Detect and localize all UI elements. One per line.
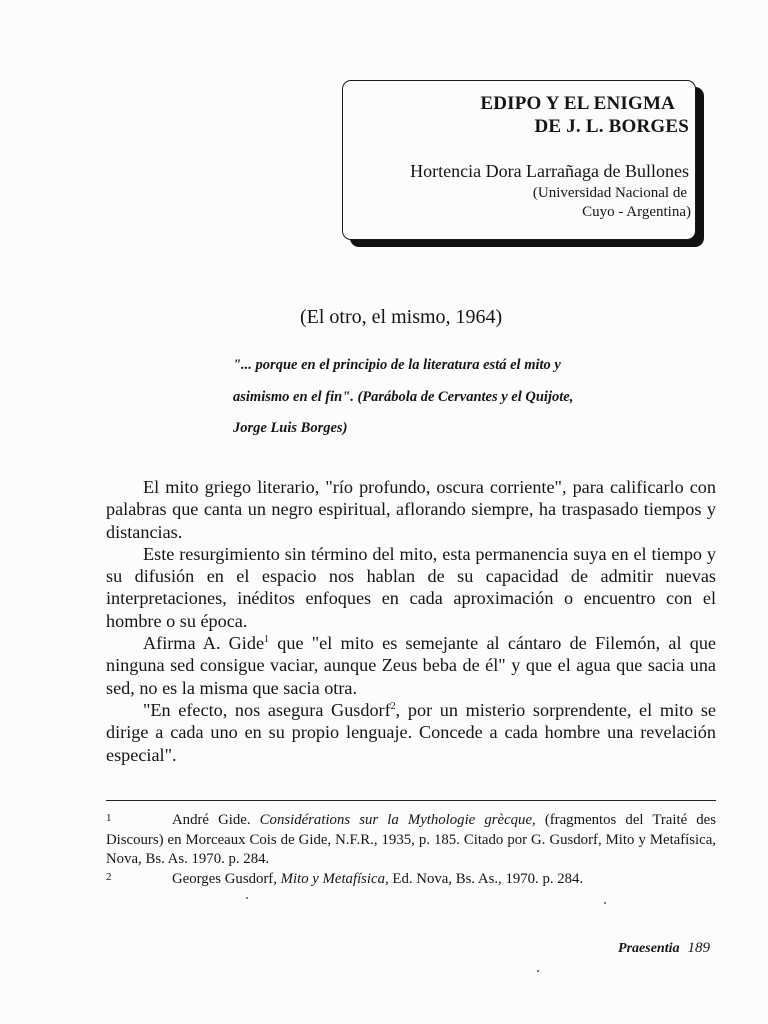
epigraph-line-3: Jorge Luis Borges) [233,420,348,436]
footnote-1-text-b: (fragmentos del Traité des Discours) en Morceaux Cois de Gide, N.F.R., 1935, p. 185. Citado por G. Gusdorf, Mito y Metafísica, Nova, Bs. As. 1970. p. 284. [106,812,716,867]
paragraph-2: Este resurgimiento sin término del mito, esta permanencia suya en el tiempo y su difusión en el espacio nos hablan de su capacidad de admitir nuevas interpretaciones, inéditos enfoques en cada aproximación o encuentro con el hombre o su época. [106,543,716,631]
footnote-1-body [106,811,716,870]
scan-speck [246,897,248,899]
body-text [106,476,716,766]
footnote-ref-2: 2 [390,700,396,712]
paragraph-4 [106,699,716,766]
journal-name: Praesentia [618,941,680,956]
epigraph-line-2: asimismo en el fin". (Parábola de Cervantes y el Quijote, [233,389,574,405]
page-number: 189 [687,940,710,956]
footnote-ref-1: 1 [264,634,270,646]
paragraph-3-text-a: Afirma A. Gide [143,633,265,654]
author-affiliation-line-2: Cuyo - Argentina) [582,204,691,220]
footnote-1 [106,811,716,870]
author-affiliation-line-1: (Universidad Nacional de [532,185,687,201]
paragraph-4-text-b: , por un misterio sorprendente, el mito se dirige a cada uno en su propio lenguaje. Concede a cada hombre una revelación especial". [106,699,717,765]
footnote-2 [106,870,716,890]
footnote-1-text-a: André Gide. [172,812,260,828]
footnote-divider [106,800,716,801]
article-title-line-2: DE J. L. BORGES [534,116,689,137]
paragraph-4-text-a: "En efecto, nos asegura Gusdorf [143,699,391,720]
epigraph-line-1: "... porque en el principio de la literatura está el mito y [233,357,561,373]
scan-speck [604,902,606,904]
page-footer [618,940,710,957]
paragraph-1: El mito griego literario, "río profundo, oscura corriente", para calificarlo con palabras que canta un negro espiritual, aflorando siempre, ha traspasado tiempos y distancias. [106,477,716,542]
epigraph-source: (El otro, el mismo, 1964) [300,306,503,328]
author-name: Hortencia Dora Larrañaga de Bullones [410,161,689,181]
footnote-1-mark: 1 [106,812,112,824]
scan-speck [537,970,539,972]
footnote-2-text-a: Georges Gusdorf, [172,870,281,887]
footnotes [106,811,716,889]
paragraph-3 [106,632,716,699]
footnote-1-title: Considérations sur la Mythologie grècque, [259,812,536,828]
footnote-2-title: Mito y Metafísica, [280,870,389,887]
paragraph-3-text-b: que "el mito es semejante al cántaro de Filemón, al que ninguna sed consigue vaciar, aunque Zeus beba de él" y que el agua que sacia una sed, no es la misma que sacia otra. [106,633,716,698]
article-title-line-1: EDIPO Y EL ENIGMA [480,93,675,114]
footnote-2-text-b: Ed. Nova, Bs. As., 1970. p. 284. [388,870,584,887]
footnote-2-mark: 2 [106,870,112,883]
footnote-2-body [106,870,716,890]
title-box [342,80,696,240]
